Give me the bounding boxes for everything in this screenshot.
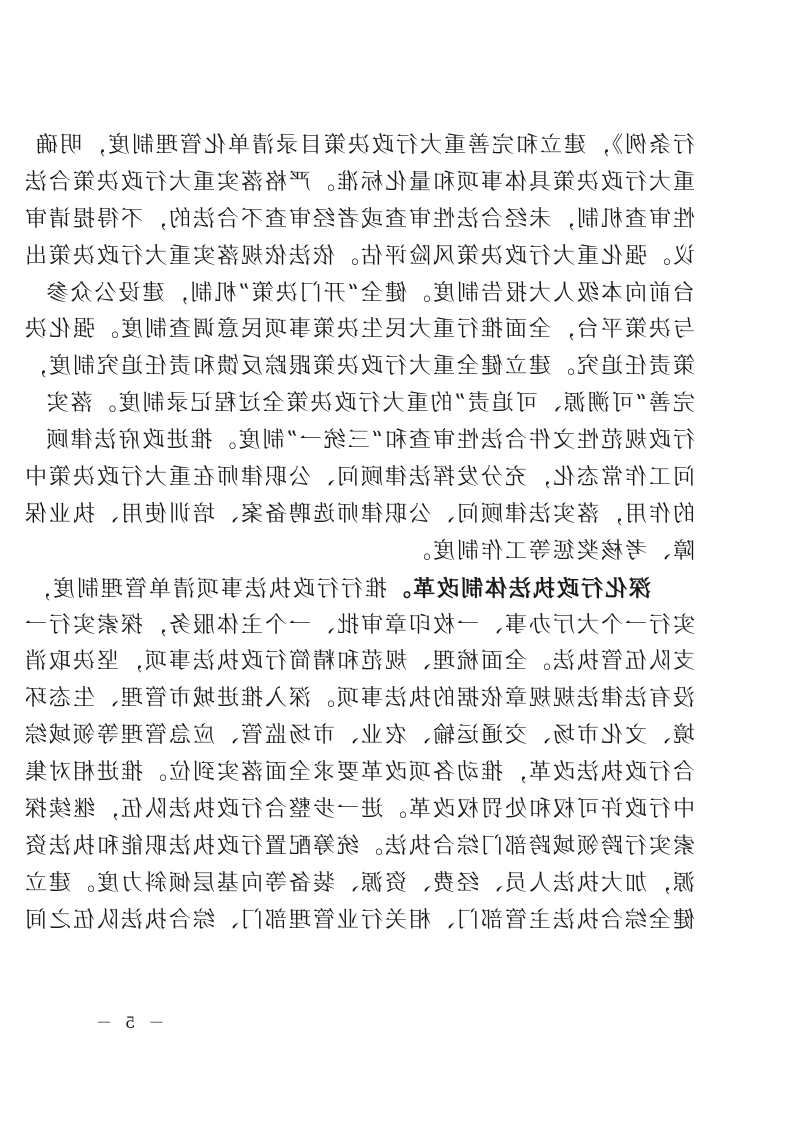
section-heading: 深化行政执法体制改革。	[386, 575, 651, 602]
text-fragment: 推行行政执法事项清单管理制度，	[26, 576, 387, 602]
text-line: 障、考核奖惩等工作制度。	[406, 538, 695, 564]
text-line: 支队伍管执法。全面梳理、规范和精简行政执法事项，坚决取消	[22, 649, 695, 675]
text-line: 与决策平台，全面推行重大民生决策事项民意调查制度。强化决	[22, 317, 695, 343]
text-line: 策责任追究。建立健全重大行政决策跟踪反馈和责任追究制度，	[22, 354, 695, 380]
text-line: 没有法律法规规章依据的执法事项。深入推进城市管理、生态环	[22, 686, 695, 712]
text-line: 健全综合执法主管部门、相关行业管理部门、综合执法队伍之间	[22, 907, 695, 933]
text-line: 实行一个大厅办事、一枚印章审批、一个主体服务，探索实行一	[22, 612, 695, 638]
text-line: 境、文化市场、交通运输、农业、市场监管、应急管理等领域综	[22, 723, 695, 749]
text-line: 性审查机制，未经合法性审查或者经审查不合法的，不得提请审	[22, 206, 695, 232]
text-line: 的作用，落实法律顾问、公职律师选聘备案、培训使用、执业保	[22, 501, 695, 527]
text-line: 重大行政决策具体事项和量化标准。严格落实重大行政决策合法	[22, 169, 695, 195]
page-number: － 5 －	[92, 1013, 165, 1032]
text-line: 问工作常态化，充分发挥法律顾问、公职律师在重大行政决策中	[22, 465, 695, 491]
body-text	[22, 128, 695, 940]
text-line: 议。强化重大行政决策风险评估。依法依规落实重大行政决策出	[22, 243, 695, 269]
text-line: 合行政执法改革，推动各项改革要求全面落实到位。推进相对集	[22, 760, 695, 786]
text-line: 台前向本级人大报告制度。健全“开门决策”机制，建设公众参	[44, 280, 695, 306]
text-line: 完善“可溯源、可追责”的重大行政决策全过程记录制度。落实	[44, 391, 695, 417]
text-line: 行条例》，建立和完善重大行政决策目录清单化管理制度，明确	[33, 133, 695, 158]
text-line: 中行政许可权和处罚权改革。进一步整合行政执法队伍，继续探	[22, 797, 695, 823]
text-line: 索实行跨领域跨部门综合执法。统筹配置行政执法职能和执法资	[22, 833, 695, 859]
text-line: 行政规范性文件合法性审查和“三统一”制度。推进政府法律顾	[44, 428, 695, 454]
text-line: 源，加大执法人员、经费、资源、装备等向基层倾斜力度。建立	[22, 870, 695, 896]
paragraph-first-line	[26, 571, 695, 608]
